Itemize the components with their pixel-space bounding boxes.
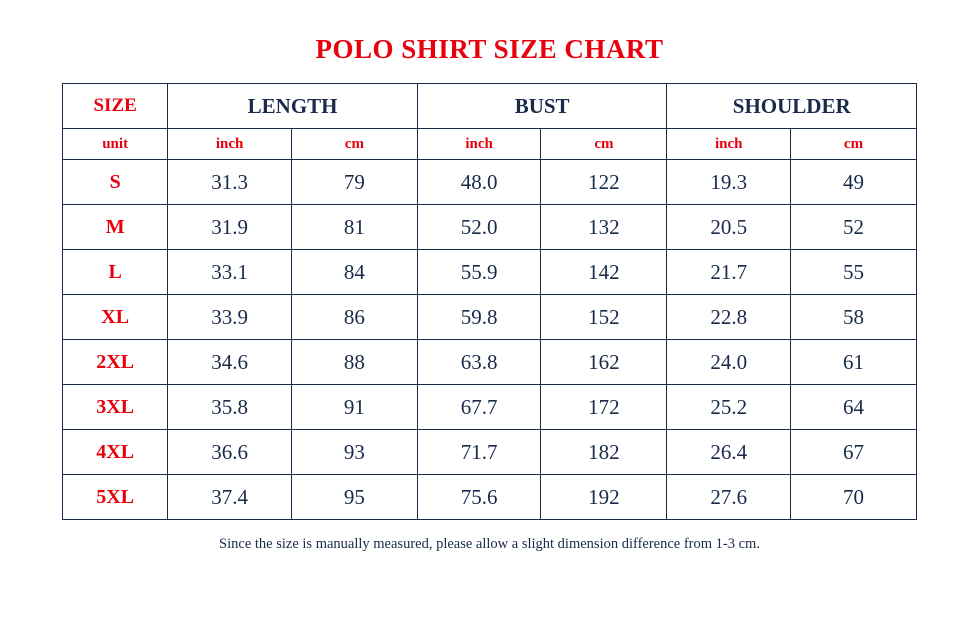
cell-length-cm: 86 [291,295,417,340]
unit-header-shoulder-cm: cm [791,129,917,160]
cell-size: 5XL [63,475,168,520]
cell-bust-inch: 59.8 [417,295,541,340]
cell-bust-inch: 48.0 [417,160,541,205]
table-row [63,295,917,340]
unit-header-bust-inch: inch [417,129,541,160]
cell-length-cm: 91 [291,385,417,430]
cell-shoulder-inch: 22.8 [667,295,791,340]
cell-length-cm: 79 [291,160,417,205]
group-header-length: LENGTH [168,84,418,129]
table-header [63,84,917,160]
table-body [63,160,917,520]
cell-shoulder-cm: 64 [791,385,917,430]
cell-bust-inch: 71.7 [417,430,541,475]
cell-length-inch: 35.8 [168,385,292,430]
cell-shoulder-inch: 24.0 [667,340,791,385]
cell-length-cm: 95 [291,475,417,520]
table-row [63,250,917,295]
cell-size: 2XL [63,340,168,385]
cell-shoulder-inch: 20.5 [667,205,791,250]
cell-size: S [63,160,168,205]
cell-shoulder-inch: 27.6 [667,475,791,520]
cell-bust-cm: 122 [541,160,667,205]
cell-shoulder-cm: 49 [791,160,917,205]
cell-size: L [63,250,168,295]
cell-bust-inch: 52.0 [417,205,541,250]
cell-size: XL [63,295,168,340]
cell-bust-cm: 162 [541,340,667,385]
cell-size: 3XL [63,385,168,430]
cell-shoulder-cm: 61 [791,340,917,385]
table-unit-header-row [63,129,917,160]
cell-shoulder-inch: 21.7 [667,250,791,295]
table-row [63,205,917,250]
cell-length-inch: 33.1 [168,250,292,295]
unit-header-length-inch: inch [168,129,292,160]
cell-shoulder-cm: 67 [791,430,917,475]
cell-shoulder-inch: 25.2 [667,385,791,430]
table-row [63,430,917,475]
cell-bust-cm: 142 [541,250,667,295]
cell-size: M [63,205,168,250]
cell-bust-cm: 152 [541,295,667,340]
cell-bust-cm: 172 [541,385,667,430]
cell-length-cm: 93 [291,430,417,475]
unit-header-length-cm: cm [291,129,417,160]
cell-length-inch: 34.6 [168,340,292,385]
cell-shoulder-cm: 55 [791,250,917,295]
table-group-header-row [63,84,917,129]
table-row [63,340,917,385]
page-title: POLO SHIRT SIZE CHART [315,34,664,64]
cell-bust-cm: 182 [541,430,667,475]
unit-header-shoulder-inch: inch [667,129,791,160]
cell-length-inch: 37.4 [168,475,292,520]
group-header-bust: BUST [417,84,667,129]
cell-bust-inch: 63.8 [417,340,541,385]
cell-length-cm: 84 [291,250,417,295]
cell-bust-cm: 132 [541,205,667,250]
cell-length-cm: 88 [291,340,417,385]
cell-shoulder-cm: 70 [791,475,917,520]
cell-size: 4XL [63,430,168,475]
cell-bust-cm: 192 [541,475,667,520]
cell-bust-inch: 67.7 [417,385,541,430]
cell-length-cm: 81 [291,205,417,250]
cell-length-inch: 33.9 [168,295,292,340]
table-row [63,160,917,205]
cell-length-inch: 31.9 [168,205,292,250]
table-row [63,385,917,430]
measurement-note: Since the size is manually measured, please allow a slight dimension difference from 1-3 cm. [219,536,760,552]
cell-shoulder-cm: 58 [791,295,917,340]
cell-shoulder-inch: 19.3 [667,160,791,205]
cell-length-inch: 36.6 [168,430,292,475]
cell-shoulder-cm: 52 [791,205,917,250]
cell-bust-inch: 75.6 [417,475,541,520]
cell-length-inch: 31.3 [168,160,292,205]
table-row [63,475,917,520]
cell-bust-inch: 55.9 [417,250,541,295]
group-header-shoulder: SHOULDER [667,84,917,129]
size-chart-table [62,83,917,520]
unit-header-label: unit [63,129,168,160]
unit-header-bust-cm: cm [541,129,667,160]
group-header-size: SIZE [63,84,168,129]
cell-shoulder-inch: 26.4 [667,430,791,475]
